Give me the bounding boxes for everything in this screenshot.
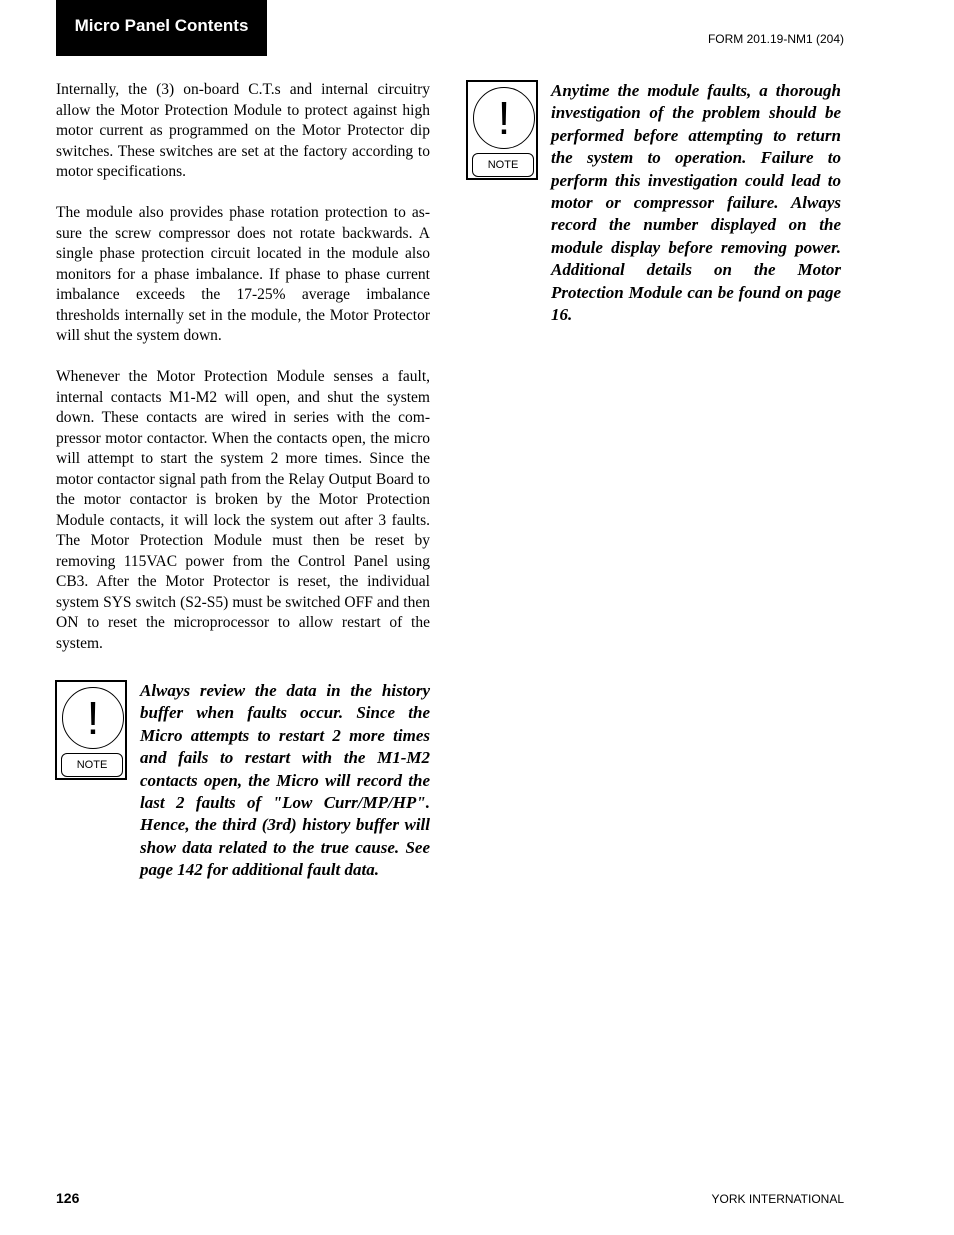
note-callout-history-buffer [55,680,430,882]
note-text: Always review the data in the history buffer when faults occur. Since the Micro attempts to restart 2 more times and fails to restart with the M1-M2 contacts open, the Micro will record the last 2 faults of "Low Curr/MP/HP". Hence, the third (3rd) history buffer will show data related to the true cause. See page 142 for additional fault data. [140,681,430,880]
exclamation-icon: ! [473,87,535,149]
body-paragraph: The module also provides phase rotation protection to assure the screw compressor does not rotate backwards. A single phase protection circuit located in the module also monitors for a phase imbalance. If phase to phase current imbalance exceeds the 17-25% average imbalance thresholds internally set in the module, the Motor Protector will shut the system down. [56,204,430,344]
body-text-column [56,80,430,675]
note-label: NOTE [472,153,534,177]
note-callout-module-fault [466,80,841,326]
company-name: YORK INTERNATIONAL [711,1192,844,1206]
note-box [466,80,538,180]
exclamation-icon: ! [62,687,124,749]
section-title: Micro Panel Contents [74,16,249,35]
body-paragraph: Whenever the Motor Protection Module senses a fault, internal contacts M1-M2 will open, and shut the system down. These contacts are wired in series with the compressor motor contactor. When the contacts open, the micro will attempt to start the system 2 more times. Since the motor contactor signal path from the Relay Output Board to the motor contactor is broken by the Motor Protection Module contacts, it will lock the system out after 3 faults. The Motor Protection Module must then be reset by removing 115VAC power from the Control Panel using CB3. After the Motor Protector is reset, the individual system SYS switch (S2-S5) must be switched OFF and then ON to reset the microprocessor to allow restart of the system. [56,368,430,652]
page-number: 126 [56,1190,80,1206]
note-label: NOTE [61,753,123,777]
note-box [55,680,127,780]
section-title-tab [56,0,267,56]
form-number: FORM 201.19-NM1 (204) [707,32,844,46]
note-text: Anytime the module faults, a thorough investigation of the problem should be performed before attempting to return the system to operation. Failure to perform this investigation could lead to motor or compressor failure. Always record the number displayed on the module display before removing power. Additional details on the Motor Protection Module can be found on page 16. [551,81,841,325]
body-paragraph: Internally, the (3) on-board C.T.s and internal circuitry allow the Motor Protection Module to protect against high motor current as programmed on the Motor Protector dip switches. These switches are set at the factory according to motor specifications. [56,81,430,180]
